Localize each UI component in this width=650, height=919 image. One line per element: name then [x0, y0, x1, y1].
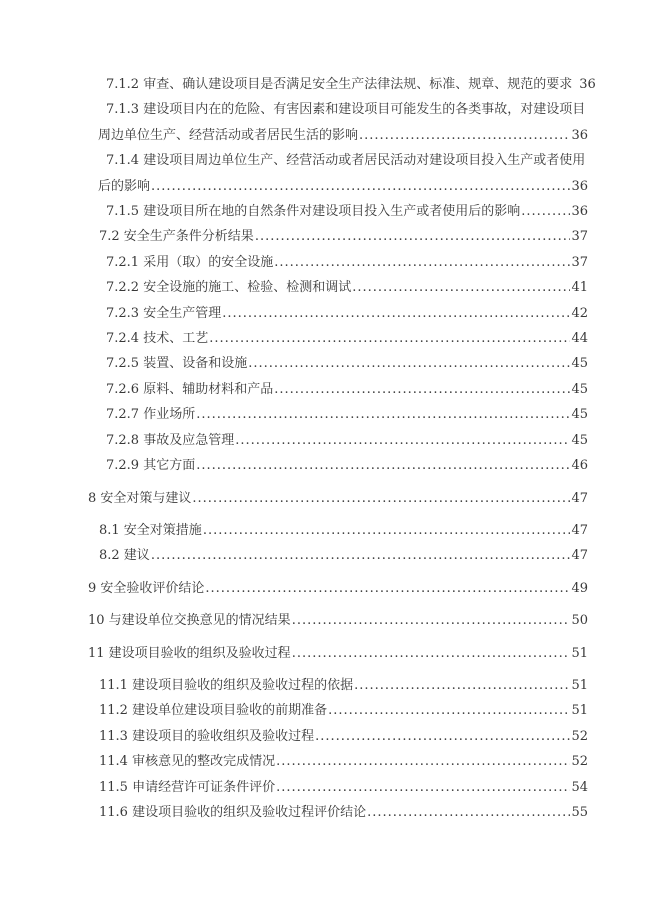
entry-page-number: 45 [571, 381, 588, 397]
entry-leader-row [106, 326, 588, 351]
entry-leader-row [99, 724, 588, 749]
entry-leader-row [106, 72, 596, 97]
toc-entry [88, 377, 588, 402]
entry-text: 11 建设项目验收的组织及验收过程 [88, 645, 291, 661]
toc-entry [88, 486, 588, 511]
entry-text: 7.2.6 原料、辅助材料和产品 [106, 381, 274, 397]
entry-page-number: 47 [571, 490, 588, 506]
dot-leader [248, 351, 570, 376]
entry-page-number: 51 [571, 703, 588, 719]
entry-text: 7.2.5 装置、设备和设施 [106, 356, 248, 372]
toc-entry [88, 724, 588, 749]
toc-entry [88, 402, 588, 427]
dot-leader [235, 428, 570, 453]
entry-text: 7.2.9 其它方面 [106, 458, 196, 474]
entry-line1-text: 7.1.3 建设项目内在的危险、有害因素和建设项目可能发生的各类事故，对建设项目 [106, 102, 586, 118]
entry-leader-row [99, 775, 588, 800]
entry-text: 11.3 建设项目的验收组织及验收过程 [99, 728, 315, 744]
toc-entry [88, 608, 588, 633]
entry-text: 11.2 建设单位建设项目验收的前期准备 [99, 703, 328, 719]
entry-text: 7.2.8 事故及应急管理 [106, 432, 235, 448]
entry-leader-row [106, 351, 588, 376]
entry-page-number: 51 [571, 645, 588, 661]
entry-text: 7.2.7 作业场所 [106, 407, 196, 423]
entry-text: 7.2 安全生产条件分析结果 [99, 229, 254, 245]
entry-line1-text: 7.1.4 建设项目周边单位生产、经营活动或者居民活动对建设项目投入生产或者使用 [106, 153, 586, 169]
entry-leader-row [88, 576, 588, 601]
dot-leader [151, 543, 571, 568]
entry-text: 7.2.4 技术、工艺 [106, 331, 209, 347]
toc-entry [88, 543, 588, 568]
toc-entry [88, 800, 588, 825]
entry-text: 7.1.5 建设项目所在地的自然条件对建设项目投入生产或者使用后的影响 [106, 204, 521, 220]
toc-entry [88, 97, 588, 148]
dot-leader [276, 775, 570, 800]
entry-page-number: 50 [571, 613, 588, 629]
entry-page-number: 36 [571, 178, 588, 194]
entry-page-number: 36 [571, 127, 588, 143]
entry-leader-row [106, 301, 588, 326]
entry-page-number: 54 [571, 779, 588, 795]
dot-leader [292, 608, 571, 633]
entry-page-number: 45 [571, 432, 588, 448]
dot-leader [367, 800, 570, 825]
entry-leader-row [106, 199, 588, 224]
dot-leader [274, 377, 570, 402]
entry-leader-row [106, 250, 588, 275]
entry-text: 7.2.1 采用（取）的安全设施 [106, 254, 274, 270]
dot-leader [274, 250, 570, 275]
toc-entry [88, 301, 588, 326]
entry-text: 11.1 建设项目验收的组织及验收过程的依据 [99, 677, 354, 693]
entry-leader-row [99, 673, 588, 698]
dot-leader [521, 199, 570, 224]
dot-leader [203, 518, 571, 543]
toc-entry [88, 224, 588, 249]
toc-entry [88, 250, 588, 275]
entry-leader-row [99, 224, 588, 249]
entry-leader-row [99, 543, 588, 568]
dot-leader [276, 749, 570, 774]
entry-leader-row [106, 402, 588, 427]
entry-text: 11.4 审核意见的整改完成情况 [99, 754, 276, 770]
toc-entry [88, 428, 588, 453]
entry-page-number: 46 [571, 458, 588, 474]
entry-leader-row [106, 453, 588, 478]
dot-leader [292, 641, 571, 666]
toc-entry [88, 199, 588, 224]
entry-text: 8 安全对策与建议 [88, 490, 192, 506]
toc-entry [88, 673, 588, 698]
entry-text: 9 安全验收评价结论 [88, 580, 205, 596]
toc-entry [88, 576, 588, 601]
entry-leader-row [99, 518, 588, 543]
entry-text: 8.2 建议 [99, 548, 150, 564]
entry-page-number: 47 [571, 548, 588, 564]
entry-page-number: 45 [571, 356, 588, 372]
entry-text: 周边单位生产、经营活动或者居民生活的影响 [98, 127, 359, 143]
entry-leader-row [106, 428, 588, 453]
dot-leader [359, 123, 570, 148]
entry-page-number: 37 [571, 254, 588, 270]
toc-entry [88, 275, 588, 300]
toc-entry [88, 351, 588, 376]
entry-leader-row [88, 641, 588, 666]
toc-entry [88, 453, 588, 478]
entry-leader-row [106, 275, 588, 300]
entry-page-number: 52 [571, 754, 588, 770]
toc-list [88, 72, 596, 825]
toc-entry [88, 148, 588, 199]
entry-leader-row [99, 749, 588, 774]
entry-text: 7.2.2 安全设施的施工、检验、检测和调试 [106, 280, 352, 296]
entry-leader-row [99, 698, 588, 723]
toc-entry [88, 326, 588, 351]
entry-page-number: 47 [571, 522, 588, 538]
dot-leader [222, 301, 570, 326]
entry-page-number: 51 [571, 677, 588, 693]
toc-entry [88, 518, 588, 543]
entry-text: 8.1 安全对策措施 [99, 522, 202, 538]
dot-leader [255, 224, 571, 249]
entry-page-number: 55 [571, 804, 588, 820]
entry-page-number: 49 [571, 580, 588, 596]
entry-leader-row [98, 174, 588, 199]
dot-leader [192, 486, 570, 511]
dot-leader [205, 576, 570, 601]
entry-page-number: 41 [571, 280, 588, 296]
entry-page-number: 45 [571, 407, 588, 423]
dot-leader [196, 453, 570, 478]
dot-leader [352, 275, 570, 300]
dot-leader [151, 174, 570, 199]
entry-text: 10 与建设单位交换意见的情况结果 [88, 613, 291, 629]
entry-text: 后的影响 [98, 178, 151, 194]
entry-page-number: 36 [571, 204, 588, 220]
entry-leader-row [88, 608, 588, 633]
dot-leader [354, 673, 570, 698]
entry-text: 11.5 申请经营许可证条件评价 [99, 779, 276, 795]
entry-page-number: 37 [571, 229, 588, 245]
dot-leader [328, 698, 570, 723]
entry-page-number: 36 [579, 77, 596, 92]
entry-leader-row [98, 123, 588, 148]
dot-leader [196, 402, 570, 427]
entry-page-number: 44 [571, 331, 588, 347]
entry-page-number: 42 [571, 305, 588, 321]
toc-entry [88, 749, 588, 774]
entry-text: 7.2.3 安全生产管理 [106, 305, 222, 321]
entry-leader-row [106, 377, 588, 402]
entry-text: 11.6 建设项目验收的组织及验收过程评价结论 [99, 804, 367, 820]
toc-entry [88, 641, 588, 666]
entry-text: 7.1.2 审查、确认建设项目是否满足安全生产法律法规、标准、规章、规范的要求 [106, 77, 573, 92]
toc-entry [88, 775, 588, 800]
toc-entry [88, 72, 596, 97]
entry-leader-row [99, 800, 588, 825]
toc-entry [88, 698, 588, 723]
entry-leader-row [88, 486, 588, 511]
entry-page-number: 52 [571, 728, 588, 744]
dot-leader [209, 326, 570, 351]
dot-leader [315, 724, 570, 749]
